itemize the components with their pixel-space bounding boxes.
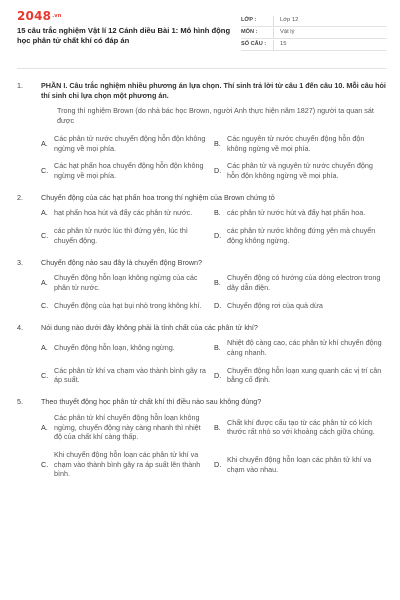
meta-separator xyxy=(273,28,274,38)
option-row xyxy=(41,338,387,357)
option-text: Các phân tử nước chuyển động hỗn độn không ngừng về mọi phía. xyxy=(54,133,206,153)
option-text: Chất khí được cấu tạo từ các phân tử có kích thước rất nhỏ so với khoảng cách giữa chúng. xyxy=(227,417,375,437)
option-c[interactable] xyxy=(41,161,206,180)
section-heading xyxy=(17,81,387,100)
option-letter: C. xyxy=(41,231,49,241)
meta-value: 15 xyxy=(280,40,287,47)
option-a[interactable] xyxy=(41,343,206,353)
question-text: Chuyển động của các hạt phấn hoa trong thí nghiệm của Brown chứng tỏ xyxy=(41,192,275,202)
option-letter: B. xyxy=(214,422,221,432)
options-q2 xyxy=(41,208,387,245)
option-text: Các phân tử khí chuyển động hỗn loạn không ngừng, chuyển động này càng nhanh thì nhiệt độ của chất khí càng thấp. xyxy=(54,412,201,442)
option-letter: B. xyxy=(214,343,221,353)
question-number: 2. xyxy=(17,192,23,202)
option-row xyxy=(41,226,387,245)
option-letter: A. xyxy=(41,138,48,148)
option-b[interactable] xyxy=(214,338,384,357)
option-row xyxy=(41,413,387,442)
question-text: Theo thuyết động học phân tử chất khí thì điều nào sau không đúng? xyxy=(41,397,262,407)
option-b[interactable] xyxy=(214,134,384,153)
option-text: Khi chuyển động hỗn loạn các phân tử khí va chạm vào nhau. xyxy=(227,454,372,474)
option-c[interactable] xyxy=(41,226,206,245)
option-d[interactable] xyxy=(214,301,384,311)
question-number: 4. xyxy=(17,322,23,332)
meta-label: SỐ CÂU : xyxy=(241,40,267,47)
option-text: các phân tử nước hút và đẩy hạt phấn hoa. xyxy=(227,208,366,218)
question-2 xyxy=(17,193,387,203)
option-text: Các hạt phấn hoa chuyển động hỗn độn không ngừng về mọi phía. xyxy=(54,161,204,181)
option-letter: A. xyxy=(41,278,48,288)
options-q4 xyxy=(41,338,387,385)
option-letter: B. xyxy=(214,278,221,288)
header-divider xyxy=(17,68,387,69)
meta-label: MÔN : xyxy=(241,28,258,35)
logo-suffix: .vn xyxy=(52,13,62,19)
options-q3 xyxy=(41,273,387,310)
option-d[interactable] xyxy=(214,161,384,180)
option-text: Các phân tử và nguyên tử nước chuyển động hỗn độn không ngừng về mọi phía. xyxy=(227,161,373,181)
option-letter: A. xyxy=(41,422,48,432)
option-text: Chuyển động hỗn loạn, không ngừng. xyxy=(54,343,175,353)
option-a[interactable] xyxy=(41,134,206,153)
document-header xyxy=(17,10,387,60)
option-text: Chuyển động rơi của quả dừa xyxy=(227,300,323,310)
option-letter: C. xyxy=(41,300,49,310)
meta-value: Lớp 12 xyxy=(280,16,299,23)
option-letter: D. xyxy=(214,370,222,380)
meta-row-class xyxy=(241,15,387,27)
question-number: 3. xyxy=(17,257,23,267)
option-letter: D. xyxy=(214,300,222,310)
option-text: Khi chuyển động hỗn loạn các phân tử khí va chạm vào thành bình gây ra áp suất lên thành bình. xyxy=(54,449,201,479)
meta-value: Vật lý xyxy=(280,28,295,35)
option-row xyxy=(41,161,387,180)
option-d[interactable] xyxy=(214,366,384,385)
options-q1 xyxy=(41,134,387,181)
option-letter: A. xyxy=(41,343,48,353)
option-text: Các phân tử khí va chạm vào thành bình gây ra áp suất. xyxy=(54,365,206,385)
options-q5 xyxy=(41,413,387,479)
option-d[interactable] xyxy=(214,226,384,245)
option-letter: B. xyxy=(214,208,221,218)
option-row xyxy=(41,301,387,311)
meta-separator xyxy=(273,40,274,50)
option-row xyxy=(41,273,387,292)
section-instruction: PHẦN I. Câu trắc nghiệm nhiều phương án lựa chọn. Thí sinh trả lời từ câu 1 đến câu 10. Mỗi câu hỏi thí sinh chỉ lựa chọn một phương án. xyxy=(41,81,386,100)
meta-separator xyxy=(273,16,274,26)
option-row xyxy=(41,208,387,218)
option-a[interactable] xyxy=(41,208,206,218)
option-text: Chuyển động của hạt bụi nhỏ trong không khí. xyxy=(54,300,202,310)
option-row xyxy=(41,366,387,385)
option-b[interactable] xyxy=(214,208,384,218)
option-b[interactable] xyxy=(214,273,384,292)
option-c[interactable] xyxy=(41,366,206,385)
option-text: Chuyển động hỗn loạn xung quanh các vị trí cân bằng cố định. xyxy=(227,365,382,385)
option-a[interactable] xyxy=(41,273,206,292)
meta-table xyxy=(241,15,387,51)
option-text: các phân tử nước không đứng yên mà chuyển động không ngừng. xyxy=(227,226,376,245)
question-number: 1. xyxy=(17,81,23,90)
question-text: Trong thí nghiệm Brown (do nhà bác học Brown, người Anh thực hiện năm 1827) người ta quan sát được xyxy=(57,106,374,126)
meta-label: LỚP : xyxy=(241,16,257,23)
option-text: Các nguyên tử nước chuyển động hỗn độn không ngừng về mọi phía. xyxy=(227,133,365,153)
option-text: Chuyển động có hướng của dòng electron trong dây dẫn điện. xyxy=(227,273,381,293)
option-a[interactable] xyxy=(41,413,206,442)
logo-text: 2048 xyxy=(17,9,52,23)
option-letter: C. xyxy=(41,166,49,176)
question-3 xyxy=(17,258,387,268)
option-text: hạt phấn hoa hút và đẩy các phân tử nước. xyxy=(54,208,193,218)
meta-row-subject xyxy=(241,27,387,39)
document-title: 15 câu trắc nghiệm Vật lí 12 Cánh diều Bài 1: Mô hình động học phân tử chất khí có đáp án xyxy=(17,26,231,45)
option-row xyxy=(41,134,387,153)
question-5 xyxy=(17,397,387,407)
question-text: Chuyển động nào sau đây là chuyển động Brown? xyxy=(41,257,203,267)
option-c[interactable] xyxy=(41,450,206,479)
question-text: Nói dung nào dưới đây không phải là tính chất của các phân tử khí? xyxy=(41,322,258,332)
option-d[interactable] xyxy=(214,455,384,474)
option-text: Chuyển động hỗn loạn không ngừng của các phân tử nước. xyxy=(54,273,198,293)
option-letter: D. xyxy=(214,231,222,241)
option-text: Nhiệt độ càng cao, các phân tử khí chuyển động càng nhanh. xyxy=(227,338,382,357)
option-row xyxy=(41,450,387,479)
question-4 xyxy=(17,323,387,333)
option-c[interactable] xyxy=(41,301,206,311)
meta-row-count xyxy=(241,39,387,51)
site-logo[interactable] xyxy=(17,10,235,22)
header-left xyxy=(17,10,235,46)
option-letter: D. xyxy=(214,459,222,469)
option-letter: B. xyxy=(214,138,221,148)
option-letter: C. xyxy=(41,459,49,469)
option-letter: D. xyxy=(214,166,222,176)
option-b[interactable] xyxy=(214,418,384,437)
option-letter: C. xyxy=(41,370,49,380)
question-number: 5. xyxy=(17,397,23,407)
option-letter: A. xyxy=(41,208,48,218)
option-text: các phân tử nước lúc thì đứng yên, lúc thì chuyển động. xyxy=(54,226,188,245)
